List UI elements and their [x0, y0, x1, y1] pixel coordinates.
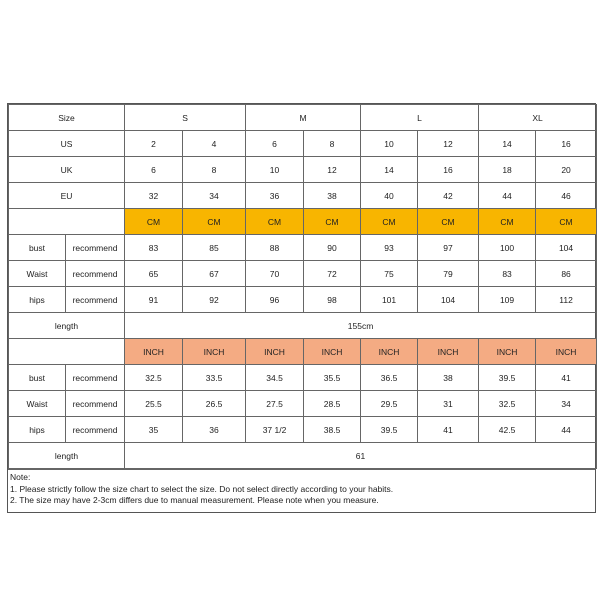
uk-size-cell: 10: [246, 157, 304, 183]
eu-size-cell: 38: [304, 183, 361, 209]
measure-value: 97: [418, 235, 479, 261]
measure-value: 83: [479, 261, 536, 287]
measure-sub-label: recommend: [66, 391, 125, 417]
eu-size-cell: 32: [125, 183, 183, 209]
measure-value: 41: [536, 365, 597, 391]
measure-value: 67: [183, 261, 246, 287]
measure-value: 33.5: [183, 365, 246, 391]
measure-value: 34: [536, 391, 597, 417]
measure-value: 65: [125, 261, 183, 287]
uk-size-cell: 12: [304, 157, 361, 183]
us-size-cell: 2: [125, 131, 183, 157]
inch-unit-row: [9, 339, 597, 365]
measure-sub-label: recommend: [66, 417, 125, 443]
us-size-cell: 12: [418, 131, 479, 157]
length-label: length: [9, 443, 125, 469]
measure-value: 98: [304, 287, 361, 313]
measure-sub-label: recommend: [66, 365, 125, 391]
measure-value: 31: [418, 391, 479, 417]
measure-label: Waist: [9, 391, 66, 417]
measure-value: 72: [304, 261, 361, 287]
measure-value: 39.5: [479, 365, 536, 391]
measure-value: 41: [418, 417, 479, 443]
us-size-cell: 14: [479, 131, 536, 157]
eu-size-cell: 44: [479, 183, 536, 209]
size-chart: [7, 103, 596, 513]
cm-waist-row: [9, 261, 597, 287]
inch-unit-cell: INCH: [246, 339, 304, 365]
cm-bust-row: [9, 235, 597, 261]
us-size-cell: 8: [304, 131, 361, 157]
measure-value: 42.5: [479, 417, 536, 443]
size-group-m: M: [246, 105, 361, 131]
measure-value: 34.5: [246, 365, 304, 391]
measure-value: 101: [361, 287, 418, 313]
us-size-cell: 6: [246, 131, 304, 157]
size-header-label: Size: [9, 105, 125, 131]
measure-sub-label: recommend: [66, 261, 125, 287]
us-size-row: [9, 131, 597, 157]
measure-value: 44: [536, 417, 597, 443]
measure-value: 32.5: [479, 391, 536, 417]
eu-size-cell: 46: [536, 183, 597, 209]
cm-length-row: [9, 313, 597, 339]
uk-size-cell: 14: [361, 157, 418, 183]
measure-value: 93: [361, 235, 418, 261]
measure-value: 27.5: [246, 391, 304, 417]
cm-unit-cell: CM: [361, 209, 418, 235]
measure-value: 109: [479, 287, 536, 313]
length-value: 61: [125, 443, 597, 469]
inch-bust-row: [9, 365, 597, 391]
us-label: US: [9, 131, 125, 157]
uk-size-cell: 8: [183, 157, 246, 183]
size-group-s: S: [125, 105, 246, 131]
measure-value: 39.5: [361, 417, 418, 443]
measure-label: hips: [9, 287, 66, 313]
inch-unit-cell: INCH: [304, 339, 361, 365]
note-line-1: 1. Please strictly follow the size chart to select the size. Do not select directly according to your habits.: [10, 483, 394, 494]
eu-size-cell: 36: [246, 183, 304, 209]
uk-size-row: [9, 157, 597, 183]
measure-value: 35: [125, 417, 183, 443]
us-size-cell: 4: [183, 131, 246, 157]
inch-unit-cell: INCH: [418, 339, 479, 365]
measure-label: bust: [9, 235, 66, 261]
inch-length-row: [9, 443, 597, 469]
cm-unit-cell: CM: [125, 209, 183, 235]
note-line-2: 2. The size may have 2-3cm differs due to manual measurement. Please note when you measure.: [10, 495, 379, 505]
uk-label: UK: [9, 157, 125, 183]
inch-unit-cell: INCH: [479, 339, 536, 365]
measure-label: hips: [9, 417, 66, 443]
measure-value: 36: [183, 417, 246, 443]
measure-value: 36.5: [361, 365, 418, 391]
inch-unit-cell: INCH: [361, 339, 418, 365]
cm-unit-cell: CM: [183, 209, 246, 235]
measure-value: 83: [125, 235, 183, 261]
cm-unit-cell: CM: [246, 209, 304, 235]
inch-unit-cell: INCH: [125, 339, 183, 365]
uk-size-cell: 18: [479, 157, 536, 183]
inch-unit-cell: INCH: [536, 339, 597, 365]
measure-sub-label: recommend: [66, 287, 125, 313]
uk-size-cell: 20: [536, 157, 597, 183]
measure-value: 32.5: [125, 365, 183, 391]
measure-value: 88: [246, 235, 304, 261]
eu-size-cell: 40: [361, 183, 418, 209]
notes-title: Note:: [10, 472, 31, 482]
uk-size-cell: 16: [418, 157, 479, 183]
cm-unit-cell: CM: [418, 209, 479, 235]
eu-size-cell: 34: [183, 183, 246, 209]
measure-value: 96: [246, 287, 304, 313]
cm-unit-blank: [9, 209, 125, 235]
measure-value: 75: [361, 261, 418, 287]
measure-value: 26.5: [183, 391, 246, 417]
measure-value: 86: [536, 261, 597, 287]
measure-value: 38: [418, 365, 479, 391]
measure-value: 70: [246, 261, 304, 287]
eu-size-row: [9, 183, 597, 209]
size-group-xl: XL: [479, 105, 597, 131]
uk-size-cell: 6: [125, 157, 183, 183]
measure-value: 85: [183, 235, 246, 261]
cm-unit-row: [9, 209, 597, 235]
length-value: 155cm: [125, 313, 597, 339]
us-size-cell: 16: [536, 131, 597, 157]
measure-value: 25.5: [125, 391, 183, 417]
length-label: length: [9, 313, 125, 339]
measure-value: 37 1/2: [246, 417, 304, 443]
us-size-cell: 10: [361, 131, 418, 157]
measure-value: 112: [536, 287, 597, 313]
measure-value: 104: [536, 235, 597, 261]
measure-value: 100: [479, 235, 536, 261]
cm-unit-cell: CM: [479, 209, 536, 235]
size-table: [8, 104, 597, 469]
measure-value: 91: [125, 287, 183, 313]
measure-sub-label: recommend: [66, 235, 125, 261]
measure-value: 38.5: [304, 417, 361, 443]
inch-hips-row: [9, 417, 597, 443]
size-header-row: [9, 105, 597, 131]
cm-unit-cell: CM: [304, 209, 361, 235]
measure-value: 29.5: [361, 391, 418, 417]
measure-value: 104: [418, 287, 479, 313]
inch-waist-row: [9, 391, 597, 417]
size-group-l: L: [361, 105, 479, 131]
measure-label: Waist: [9, 261, 66, 287]
cm-unit-cell: CM: [536, 209, 597, 235]
measure-value: 90: [304, 235, 361, 261]
cm-hips-row: [9, 287, 597, 313]
inch-unit-blank: [9, 339, 125, 365]
measure-value: 28.5: [304, 391, 361, 417]
eu-label: EU: [9, 183, 125, 209]
measure-value: 35.5: [304, 365, 361, 391]
measure-value: 79: [418, 261, 479, 287]
measure-label: bust: [9, 365, 66, 391]
eu-size-cell: 42: [418, 183, 479, 209]
notes-section: [8, 469, 595, 512]
measure-value: 92: [183, 287, 246, 313]
inch-unit-cell: INCH: [183, 339, 246, 365]
